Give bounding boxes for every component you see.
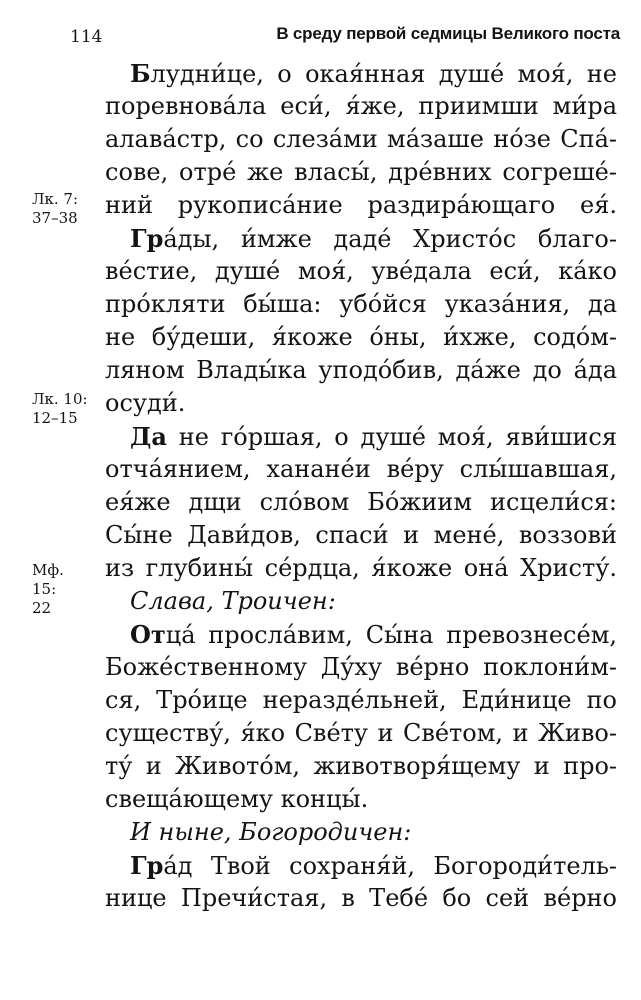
initial-letter: От (130, 620, 166, 649)
text-line: Да не го́ршая, о душе́ моя́, яви́шися (130, 422, 617, 451)
initial-letter: Гр (130, 224, 164, 253)
text-line: осуди́. (105, 389, 186, 417)
troparion-2 (105, 222, 617, 420)
margin-reference: Мф. 15: 22 (32, 561, 64, 617)
initial-letter: Б (130, 59, 151, 88)
text-line: поревнова́ла еси́, я́же, приимши ми́ра (105, 92, 617, 120)
text-line: про́кляти бы́ша: убо́йся указа́ния, да (105, 290, 617, 318)
text-line: свеща́ющему концы́. (105, 785, 369, 813)
trinity-hymn (105, 618, 617, 816)
running-title: В среду первой седмицы Великого поста (276, 24, 620, 43)
text-line: ляном Влады́ка уподо́бив, да́же до а́да (105, 356, 617, 384)
body-text (105, 57, 617, 915)
text-line: ся, Тро́ице неразде́льней, Еди́нице по (105, 686, 617, 714)
initial-letter: Гр (130, 851, 164, 880)
text-line: Блудни́це, о окая́нная душе́ моя́, не (130, 59, 617, 88)
text-line: Сы́не Дави́дов, спаси́ и мене́, воззови́ (105, 521, 617, 549)
text-line: сове, отре́ же власы́, дре́вних согреше́- (105, 158, 617, 186)
text-line: ту́ и Живото́м, животворя́щему и про- (105, 752, 617, 780)
text-line: существу́, я́ко Све́ту и Све́том, и Живо- (105, 719, 617, 747)
theotokion (105, 849, 617, 915)
text-line: алава́стр, со слеза́ми ма́заше но́зе Спа́- (105, 125, 617, 153)
text-line: Боже́ственному Ду́ху ве́рно поклони́м- (105, 653, 617, 681)
text-line: ея́же дщи сло́вом Бо́жиим исцели́ся: (105, 488, 617, 516)
rubric-glory (105, 585, 617, 618)
troparion-1 (105, 57, 617, 222)
text-line: не бу́деши, я́коже о́ны, и́хже, содо́м- (105, 323, 617, 351)
text-line: отча́янием, ханане́и ве́ру слы́шавшая, (105, 455, 617, 483)
text-line: ний рукописа́ние раздира́ющаго ея́. (105, 191, 617, 219)
troparion-3 (105, 420, 617, 585)
text-line: нице Пречи́стая, в Тебе́ бо сей ве́рно (105, 884, 617, 912)
text-line: Гра́д Твой сохраня́й, Богороди́тель- (130, 851, 617, 880)
text-line: Отца́ просла́вим, Сы́на превознесе́м, (130, 620, 617, 649)
text-line: Гра́ды, и́мже дадé Христо́с благо- (130, 224, 617, 253)
rubric-now (105, 816, 617, 849)
page-number: 114 (70, 27, 103, 47)
text-line: ве́стие, душе́ моя́, уве́дала еси́, ка́ко (105, 257, 617, 285)
margin-reference: Лк. 10: 12–15 (32, 390, 88, 427)
initial-letter: Да (130, 422, 167, 451)
text-line: из глубины́ се́рдца, я́коже она́ Христу́. (105, 554, 617, 582)
rubric-line: И ныне, Богородичен: (130, 818, 412, 846)
margin-reference: Лк. 7: 37–38 (32, 190, 79, 227)
rubric-line: Слава, Троичен: (130, 587, 336, 615)
